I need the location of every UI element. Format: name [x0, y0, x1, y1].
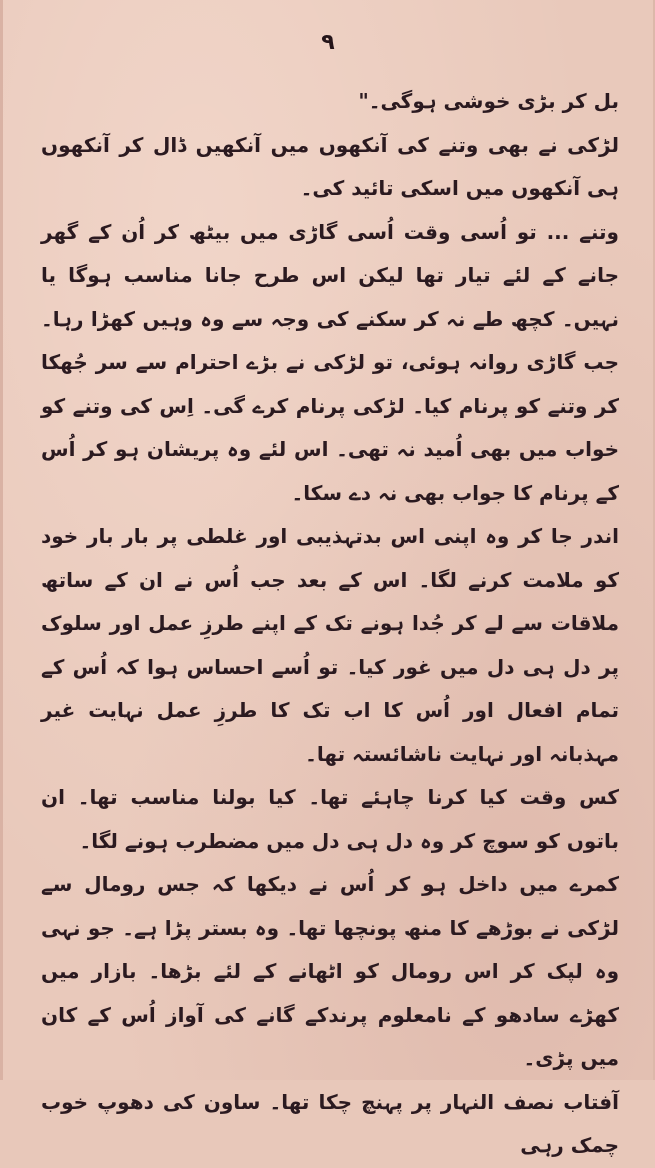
paragraph: لڑکی نے بھی وتنے کی آنکھوں میں آنکھیں ڈال کر آنکھوں ہی آنکھوں میں اسکی تائید کی۔: [41, 132, 619, 200]
page-text: [41, 80, 619, 1168]
page-number: ۹: [321, 30, 335, 55]
paragraph: وتنے ... تو اُسی وقت اُسی گاڑی میں بیٹھ کر اُن کے گھر جانے کے لئے تیار تھا لیکن اس طرح جانا مناسب ہوگا یا نہیں۔ کچھ طے نہ کر سکنے کی وجہ سے وہ وہیں کھڑا رہا۔ جب گاڑی روانہ ہوئی، تو لڑکی نے بڑے احترام سے سر جُھکا کر وتنے کو پرنام کیا۔ لڑکی پرنام کرے گی۔ اِس کی وتنے کو خواب میں بھی اُمید نہ تھی۔ اس لئے وہ پریشان ہو کر اُس کے پرنام کا جواب بھی نہ دے سکا۔: [41, 219, 619, 505]
paragraph: بل کر بڑی خوشی ہوگی۔": [358, 89, 619, 113]
paragraph: اندر جا کر وہ اپنی اس بدتہذیبی اور غلطی پر بار بار خود کو ملامت کرنے لگا۔ اس کے بعد جب اُس نے ان کے ساتھ ملاقات سے لے کر جُدا ہونے تک کے اپنے طرزِ عمل اور سلوک پر دل ہی دل میں غور کیا۔ تو اُسے احساس ہوا کہ اُس کے تمام افعال اور اُس کا اب تک کا طرزِ عمل نہایت غیر مہذبانہ اور نہایت ناشائستہ تھا۔: [41, 524, 619, 766]
paragraph: کس وقت کیا کرنا چاہئے تھا۔ کیا بولنا مناسب تھا۔ ان باتوں کو سوچ کر وہ دل ہی دل میں مضطرب ہونے لگا۔: [41, 785, 619, 853]
paragraph: آفتاب نصف النہار پر پہنچ چکا تھا۔ ساون کی دھوپ خوب چمک رہی: [41, 1089, 619, 1157]
paragraph: کمرے میں داخل ہو کر اُس نے دیکھا کہ جس رومال سے لڑکی نے بوڑھے کا منھ پونچھا تھا۔ وہ بستر پڑا ہے۔ جو نہی وہ لپک کر اس رومال کو اٹھانے کے لئے بڑھا۔ بازار میں کھڑے سادھو کے نامعلوم پرندکے گانے کی آواز اُس کے کان میں پڑی۔: [41, 872, 619, 1070]
